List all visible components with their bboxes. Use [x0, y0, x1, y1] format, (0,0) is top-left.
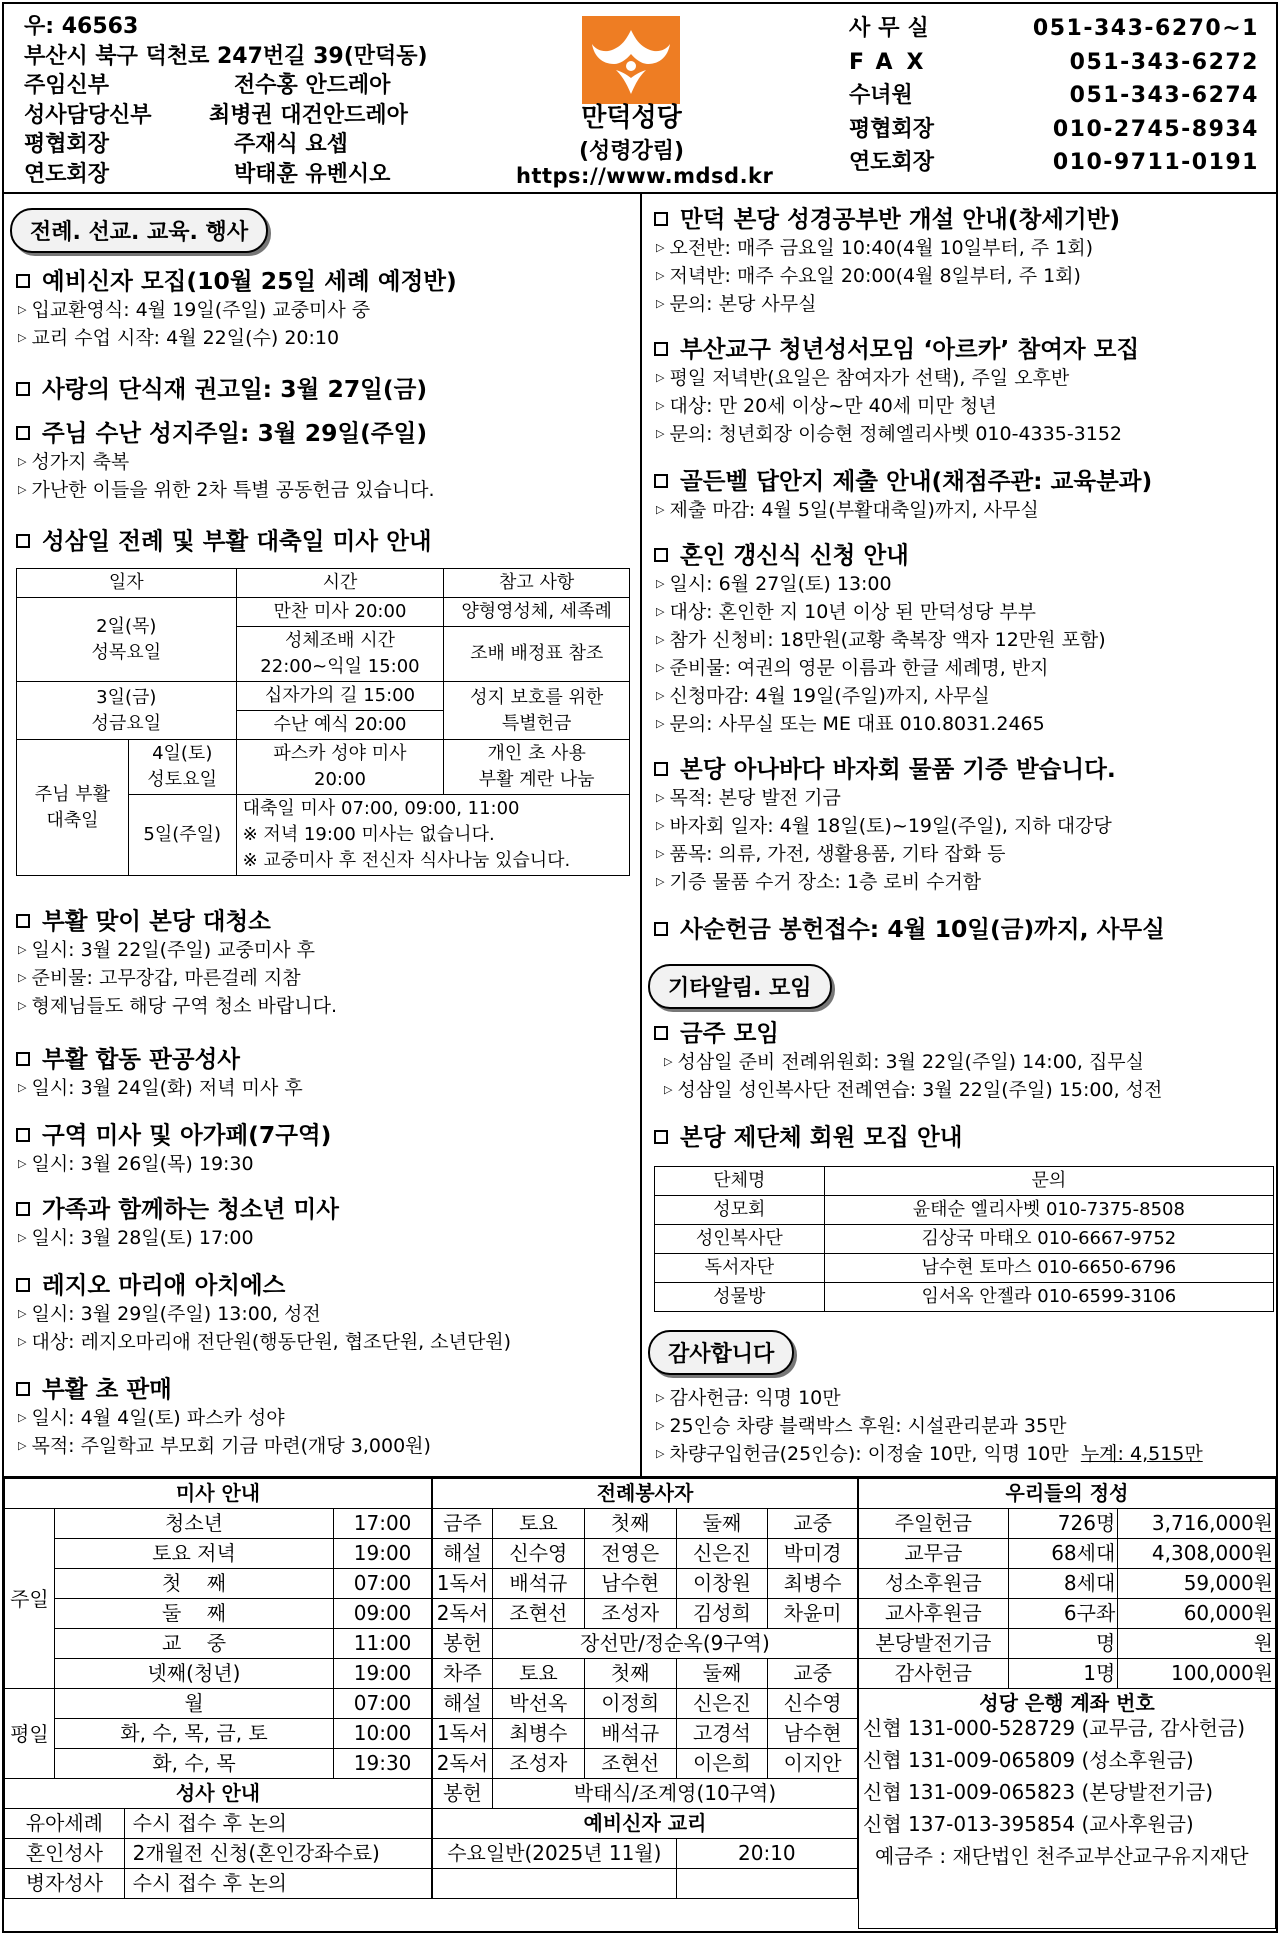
triangle-bullet-icon: ▷ — [656, 269, 665, 282]
bulletin-page — [2, 2, 1278, 1933]
triangle-bullet-icon: ▷ — [656, 875, 665, 888]
table-row: 성사 안내 — [5, 1779, 432, 1809]
list-item: ▷ 성삼일 성인복사단 전례연습: 3월 22일(주일) 15:00, 성전 — [648, 1076, 1274, 1104]
checkbox-square-icon — [654, 474, 668, 488]
account-holder: 예금주 : 재단법인 천주교부산교구유지재단 — [875, 1844, 1249, 1868]
list-item: ▷ 일시: 3월 24일(화) 저녁 미사 후 — [10, 1074, 636, 1102]
prayer-president: 연도회장 박태훈 유벤시오 — [24, 161, 391, 187]
triangle-bullet-icon: ▷ — [656, 717, 665, 730]
table-row: 우리들의 정성 — [859, 1479, 1276, 1509]
triangle-bullet-icon: ▷ — [656, 847, 665, 860]
checkbox-square-icon — [16, 1382, 30, 1396]
triangle-bullet-icon: ▷ — [18, 1081, 27, 1094]
triangle-bullet-icon: ▷ — [656, 241, 665, 254]
notice-legio: 레지오 마리애 아치에스 ▷ 일시: 3월 29일(주일) 13:00, 성전 ▷ 대상: 레지오마리애 전단원(행동단원, 협조단원, 소년단원) — [10, 1270, 636, 1356]
list-item: ▷ 일시: 3월 22일(주일) 교중미사 후 — [10, 936, 636, 964]
triangle-bullet-icon: ▷ — [18, 971, 27, 984]
section-pill-liturgy — [10, 208, 636, 253]
triangle-bullet-icon: ▷ — [18, 943, 27, 956]
notice-marriage-renewal: 혼인 갱신식 신청 안내 ▷ 일시: 6월 27일(토) 13:00 ▷ 대상: 혼인한 지 10년 이상 된 만덕성당 부부 ▷ 참가 신청비: 18만원(교황 축복장 액자 12만원 포함) ▷ 준비물: 여권의 영문 이름과 한글 세례명, 반지 ▷ 신청마감: 4월 19일(주일)까지, 사무실 ▷ 문의: 사무실 또는 ME 대표 010.8031.2465 — [648, 540, 1274, 738]
table-row: 성소후원금 8세대 59,000원 — [859, 1569, 1276, 1599]
groups-table — [654, 1166, 1274, 1312]
thanks-total: 누계: 4,515만 — [1080, 1443, 1203, 1465]
table-row: 첫 째 07:00 — [5, 1569, 432, 1599]
table-row: 해설 신수영 전영은 신은진 박미경 — [433, 1539, 858, 1569]
list-item: ▷ 일시: 3월 28일(토) 17:00 — [10, 1224, 636, 1252]
checkbox-square-icon — [16, 914, 30, 928]
triangle-bullet-icon: ▷ — [664, 1083, 673, 1096]
triangle-bullet-icon: ▷ — [656, 605, 665, 618]
section-pill-thanks — [648, 1330, 1274, 1375]
table-row: 토요 저녁 19:00 — [5, 1539, 432, 1569]
list-item: ▷ 참가 신청비: 18만원(교황 축복장 액자 12만원 포함) — [648, 626, 1274, 654]
triangle-bullet-icon: ▷ — [656, 819, 665, 832]
table-row: 봉헌 박태식/조계영(10구역) — [433, 1779, 858, 1809]
table-row: 교사후원금 6구좌 60,000원 — [859, 1599, 1276, 1629]
triangle-bullet-icon: ▷ — [18, 1231, 27, 1244]
list-item: ▷ 일시: 3월 26일(목) 19:30 — [10, 1150, 636, 1178]
table-row: 성인복사단 김상국 마태오 010-6667-9752 — [655, 1225, 1274, 1254]
bank-account: 신협 137-013-395854 (교사후원금) — [863, 1812, 1194, 1836]
list-item: ▷ 가난한 이들을 위한 2차 특별 공동헌금 있습니다. — [10, 476, 636, 504]
triangle-bullet-icon: ▷ — [18, 483, 27, 496]
pill-liturgy: 전례. 선교. 교육. 행사 — [10, 208, 268, 253]
notice-candle-sale: 부활 초 판매 ▷ 일시: 4월 4일(토) 파스카 성야 ▷ 목적: 주일학교 부모회 기금 마련(개당 3,000원) — [10, 1374, 636, 1460]
notice-triduum: 성삼일 전례 및 부활 대축일 미사 안내 — [10, 526, 636, 556]
section-pill-other — [648, 964, 1274, 1009]
list-item: ▷ 형제님들도 해당 구역 청소 바랍니다. — [10, 992, 636, 1020]
triangle-bullet-icon: ▷ — [656, 577, 665, 590]
table-row: 3일(금) 성금요일 십자가의 길 15:00 성지 보호를 위한 특별헌금 — [17, 682, 630, 711]
servers-table — [432, 1478, 858, 1899]
contact-convent: 수녀원 051-343-6274 — [849, 83, 1259, 108]
pill-other: 기타알림. 모임 — [648, 964, 832, 1009]
table-row: 수난 예식 20:00 — [17, 711, 630, 740]
parish-subname: (성령강림) — [578, 139, 685, 164]
mass-schedule-table — [4, 1478, 432, 1899]
list-item: ▷ 일시: 4월 4일(토) 파스카 성야 — [10, 1404, 636, 1432]
list-item: ▷ 준비물: 여권의 영문 이름과 한글 세례명, 반지 — [648, 654, 1274, 682]
triangle-bullet-icon: ▷ — [656, 791, 665, 804]
checkbox-square-icon — [654, 342, 668, 356]
list-item: ▷ 품목: 의류, 가전, 생활용품, 기타 잡화 등 — [648, 840, 1274, 868]
table-row: 둘 째 09:00 — [5, 1599, 432, 1629]
triangle-bullet-icon: ▷ — [656, 689, 665, 702]
triangle-bullet-icon: ▷ — [656, 1447, 665, 1460]
checkbox-square-icon — [654, 762, 668, 776]
triangle-bullet-icon: ▷ — [656, 399, 665, 412]
table-row: 성당 은행 계좌 번호 — [859, 1689, 1276, 1719]
table-row: 평일 월 07:00 — [5, 1689, 432, 1719]
table-row: 유아세례 수시 접수 후 논의 — [5, 1809, 432, 1839]
thanks-list — [648, 1384, 1274, 1468]
table-row: 단체명 문의 — [655, 1167, 1274, 1196]
list-item: ▷ 감사헌금: 익명 10만 — [648, 1384, 1274, 1412]
checkbox-square-icon — [654, 212, 668, 226]
triangle-bullet-icon: ▷ — [656, 661, 665, 674]
table-row: 본당발전기금 명 원 — [859, 1629, 1276, 1659]
table-row: 넷째(청년) 19:00 — [5, 1659, 432, 1689]
offering-table — [858, 1478, 1276, 1718]
triangle-bullet-icon: ▷ — [18, 1157, 27, 1170]
contact-council: 평협회장 010-2745-8934 — [849, 116, 1259, 142]
notice-district-mass: 구역 미사 및 아가페(7구역) ▷ 일시: 3월 26일(목) 19:30 — [10, 1120, 636, 1178]
list-item: ▷ 교리 수업 시작: 4월 22일(수) 20:10 — [10, 324, 636, 352]
contact-list — [849, 12, 1269, 180]
list-item: ▷ 제출 마감: 4월 5일(부활대축일)까지, 사무실 — [648, 496, 1274, 524]
list-item: ▷ 입교환영식: 4월 19일(주일) 교중미사 중 — [10, 296, 636, 324]
table-row: 전례봉사자 — [433, 1479, 858, 1509]
triangle-bullet-icon: ▷ — [656, 427, 665, 440]
checkbox-square-icon — [16, 1202, 30, 1216]
table-row: 화, 수, 목 19:30 — [5, 1749, 432, 1779]
notice-meetings: 금주 모임 ▷ 성삼일 준비 전례위원회: 3월 22일(주일) 14:00, 집무실 ▷ 성삼일 성인복사단 전례연습: 3월 22일(주일) 15:00, 성전 — [648, 1018, 1274, 1104]
pill-thanks: 감사합니다 — [648, 1330, 794, 1375]
table-row — [433, 1869, 858, 1899]
list-item: ▷ 25인승 차량 블랙박스 후원: 시설관리분과 35만 — [648, 1412, 1274, 1440]
notice-cleaning: 부활 맞이 본당 대청소 ▷ 일시: 3월 22일(주일) 교중미사 후 ▷ 준비물: 고무장갑, 마른걸레 지참 ▷ 형제님들도 해당 구역 청소 바랍니다. — [10, 906, 636, 1020]
checkbox-square-icon — [16, 274, 30, 288]
list-item: ▷ 일시: 3월 29일(주일) 13:00, 성전 — [10, 1300, 636, 1328]
list-item: ▷ 대상: 레지오마리애 전단원(행동단원, 협조단원, 소년단원) — [10, 1328, 636, 1356]
triangle-bullet-icon: ▷ — [18, 455, 27, 468]
checkbox-square-icon — [16, 534, 30, 548]
notice-groups: 본당 제단체 회원 모집 안내 — [648, 1122, 1274, 1152]
notice-fasting: 사랑의 단식재 권고일: 3월 27일(금) — [10, 374, 636, 404]
notice-confession: 부활 합동 판공성사 ▷ 일시: 3월 24일(화) 저녁 미사 후 — [10, 1044, 636, 1102]
triangle-bullet-icon: ▷ — [18, 999, 27, 1012]
sacrament-priest: 성사담당신부 최병권 대건안드레아 — [24, 102, 408, 128]
triangle-bullet-icon: ▷ — [18, 1411, 27, 1424]
table-row: 금주 토요 첫째 둘째 교중 — [433, 1509, 858, 1539]
bulletin-header — [4, 4, 1276, 194]
triangle-bullet-icon: ▷ — [18, 303, 27, 316]
notice-arca: 부산교구 청년성서모임 ‘아르카’ 참여자 모집 ▷ 평일 저녁반(요일은 참여자가 선택), 주일 오후반 ▷ 대상: 만 20세 이상~만 40세 미만 청년 ▷ 문의: 청년회장 이승현 정혜엘리사벳 010-4335-3152 — [648, 334, 1274, 448]
list-item: ▷ 오전반: 매주 금요일 10:40(4월 10일부터, 주 1회) — [648, 234, 1274, 262]
bank-account: 신협 131-009-065809 (성소후원금) — [863, 1748, 1194, 1772]
address: 부산시 북구 덕천로 247번길 39(만덕동) — [24, 43, 428, 69]
list-item: ▷ 성가지 축복 — [10, 448, 636, 476]
table-row: 혼인성사 2개월전 신청(혼인강좌수료) — [5, 1839, 432, 1869]
checkbox-square-icon — [16, 382, 30, 396]
parish-info — [24, 12, 428, 189]
triangle-bullet-icon: ▷ — [18, 331, 27, 344]
table-row: 일자 시간 참고 사항 — [17, 569, 630, 598]
parish-name: 만덕성당 — [581, 103, 682, 133]
contact-fax: FAX 051-343-6272 — [849, 49, 1259, 75]
triangle-bullet-icon: ▷ — [18, 1335, 27, 1348]
parish-logo-icon — [582, 16, 680, 104]
list-item: ▷ 성삼일 준비 전례위원회: 3월 22일(주일) 14:00, 집무실 — [648, 1048, 1274, 1076]
table-row: 교 중 11:00 — [5, 1629, 432, 1659]
table-row: 주일헌금 726명 3,716,000원 — [859, 1509, 1276, 1539]
table-row: 독서자단 남수현 토마스 010-6650-6796 — [655, 1254, 1274, 1283]
notice-bible-study: 만덕 본당 성경공부반 개설 안내(창세기반) ▷ 오전반: 매주 금요일 10:40(4월 10일부터, 주 1회) ▷ 저녁반: 매주 수요일 20:00(4월 8일부터, 주 1회) ▷ 문의: 본당 사무실 — [648, 204, 1274, 318]
table-row: 화, 수, 목, 금, 토 10:00 — [5, 1719, 432, 1749]
triangle-bullet-icon: ▷ — [656, 633, 665, 646]
checkbox-square-icon — [654, 548, 668, 562]
list-item: ▷ 목적: 본당 발전 기금 — [648, 784, 1274, 812]
contact-office: 사무실 051-343-6270~1 — [849, 16, 1259, 41]
triangle-bullet-icon: ▷ — [656, 503, 665, 516]
list-item: ▷ 평일 저녁반(요일은 참여자가 선택), 주일 오후반 — [648, 364, 1274, 392]
triangle-bullet-icon: ▷ — [664, 1055, 673, 1068]
table-row: 1독서 최병수 배석규 고경석 남수현 — [433, 1719, 858, 1749]
table-row: 예비신자 교리 — [433, 1809, 858, 1839]
table-row: 1독서 배석규 남수현 이창원 최병수 — [433, 1569, 858, 1599]
checkbox-square-icon — [16, 426, 30, 440]
list-item: ▷ 준비물: 고무장갑, 마른걸레 지참 — [10, 964, 636, 992]
contact-prayer: 연도회장 010-9711-0191 — [849, 150, 1259, 175]
parish-url[interactable]: https://www.mdsd.kr — [516, 164, 774, 188]
bank-accounts — [858, 1700, 1276, 1929]
council-president: 평협회장 주재식 요셉 — [24, 132, 348, 157]
list-item: ▷ 대상: 만 20세 이상~만 40세 미만 청년 — [648, 392, 1274, 420]
checkbox-square-icon — [16, 1128, 30, 1142]
notice-golden-bell: 골든벨 답안지 제출 안내(채점주관: 교육분과) ▷ 제출 마감: 4월 5일(부활대축일)까지, 사무실 — [648, 466, 1274, 524]
table-row: 교무금 68세대 4,308,000원 — [859, 1539, 1276, 1569]
table-row: 2일(목) 성목요일 만찬 미사 20:00 양형영성체, 세족례 — [17, 598, 630, 627]
table-row: 성체조배 시간 22:00~익일 15:00 조배 배정표 참조 — [17, 627, 630, 682]
bank-account: 신협 131-000-528729 (교무금, 감사헌금) — [863, 1716, 1246, 1740]
table-row: 5일(주일) 대축일 미사 07:00, 09:00, 11:00 ※ 저녁 19:00 미사는 없습니다. ※ 교중미사 후 전신자 식사나눔 있습니다. — [17, 795, 630, 876]
notice-youth-mass: 가족과 함께하는 청소년 미사 ▷ 일시: 3월 28일(토) 17:00 — [10, 1194, 636, 1252]
triangle-bullet-icon: ▷ — [656, 1419, 665, 1432]
triangle-bullet-icon: ▷ — [656, 297, 665, 310]
notice-bazaar: 본당 아나바다 바자회 물품 기증 받습니다. ▷ 목적: 본당 발전 기금 ▷ 바자회 일자: 4월 18일(토)~19일(주일), 지하 대강당 ▷ 품목: 의류, 가전, 생활용품, 기타 잡화 등 ▷ 기증 물품 수거 장소: 1층 로비 수거함 — [648, 754, 1274, 896]
triangle-bullet-icon: ▷ — [656, 1391, 665, 1404]
list-item: ▷ 일시: 6월 27일(토) 13:00 — [648, 570, 1274, 598]
notice-palm-sunday: 주님 수난 성지주일: 3월 29일(주일) ▷ 성가지 축복 ▷ 가난한 이들을 위한 2차 특별 공동헌금 있습니다. — [10, 418, 636, 504]
notice-lent-offering: 사순헌금 봉헌접수: 4월 10일(금)까지, 사무실 — [648, 914, 1274, 944]
table-row: 수요일반(2025년 11월) 20:10 — [433, 1839, 858, 1869]
notice-catechumen: 예비신자 모집(10월 25일 세례 예정반) ▷ 입교환영식: 4월 19일(주일) 교중미사 중 ▷ 교리 수업 시작: 4월 22일(수) 20:10 — [10, 266, 636, 352]
triduum-schedule-table — [16, 568, 630, 876]
triangle-bullet-icon: ▷ — [18, 1307, 27, 1320]
triangle-bullet-icon: ▷ — [656, 371, 665, 384]
bank-account: 신협 131-009-065823 (본당발전기금) — [863, 1780, 1214, 1804]
list-item: ▷ 문의: 본당 사무실 — [648, 290, 1274, 318]
table-row: 차주 토요 첫째 둘째 교중 — [433, 1659, 858, 1689]
list-item: ▷ 기증 물품 수거 장소: 1층 로비 수거함 — [648, 868, 1274, 896]
pastor: 주임신부 전수홍 안드레아 — [24, 73, 391, 98]
checkbox-square-icon — [16, 1278, 30, 1292]
table-row: 해설 박선옥 이정희 신은진 신수영 — [433, 1689, 858, 1719]
list-item: ▷ 신청마감: 4월 19일(주일)까지, 사무실 — [648, 682, 1274, 710]
table-row: 미사 안내 — [5, 1479, 432, 1509]
list-item: ▷ 바자회 일자: 4월 18일(토)~19일(주일), 지하 대강당 — [648, 812, 1274, 840]
list-item: ▷ 차량구입헌금(25인승): 이정술 10만, 익명 10만 누계: 4,515만 — [648, 1440, 1274, 1468]
checkbox-square-icon — [654, 1026, 668, 1040]
checkbox-square-icon — [16, 1052, 30, 1066]
table-row: 감사헌금 1명 100,000원 — [859, 1659, 1276, 1689]
list-item: ▷ 대상: 혼인한 지 10년 이상 된 만덕성당 부부 — [648, 598, 1274, 626]
table-row: 주님 부활 대축일 4일(토) 성토요일 파스카 성야 미사 20:00 개인 초 사용 부활 계란 나눔 — [17, 740, 630, 795]
list-item: ▷ 저녁반: 매주 수요일 20:00(4월 8일부터, 주 1회) — [648, 262, 1274, 290]
postal-code: 우: 46563 — [24, 14, 139, 39]
table-row: 주일 청소년 17:00 — [5, 1509, 432, 1539]
checkbox-square-icon — [654, 922, 668, 936]
column-divider — [640, 194, 642, 1476]
list-item: ▷ 문의: 사무실 또는 ME 대표 010.8031.2465 — [648, 710, 1274, 738]
list-item: ▷ 목적: 주일학교 부모회 기금 마련(개당 3,000원) — [10, 1432, 636, 1460]
table-row: 2독서 조현선 조성자 김성희 차윤미 — [433, 1599, 858, 1629]
table-row: 봉헌 장선만/정순옥(9구역) — [433, 1629, 858, 1659]
table-row: 2독서 조성자 조현선 이은희 이지안 — [433, 1749, 858, 1779]
table-row: 성모회 윤태순 엘리사벳 010-7375-8508 — [655, 1196, 1274, 1225]
table-row: 성물방 임서옥 안젤라 010-6599-3106 — [655, 1283, 1274, 1312]
table-row: 병자성사 수시 접수 후 논의 — [5, 1869, 432, 1899]
bottom-tables — [4, 1476, 1276, 1931]
list-item: ▷ 문의: 청년회장 이승현 정혜엘리사벳 010-4335-3152 — [648, 420, 1274, 448]
checkbox-square-icon — [654, 1130, 668, 1144]
triangle-bullet-icon: ▷ — [18, 1439, 27, 1452]
